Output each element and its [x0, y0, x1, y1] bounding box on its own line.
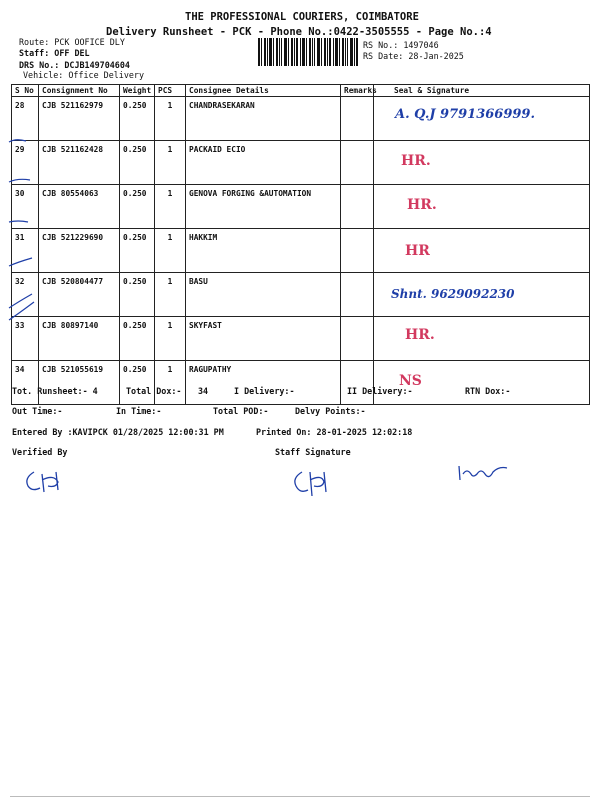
cell-consignee: CHANDRASEKARAN: [186, 97, 341, 141]
cell-consignment: CJB 520804477: [39, 273, 120, 317]
cell-remarks: [341, 97, 374, 141]
verified-by-label: Verified By: [12, 447, 68, 457]
rtn-dox: RTN Dox:-: [465, 386, 511, 396]
cell-consignment: CJB 521162979: [39, 97, 120, 141]
out-time: Out Time:-: [12, 406, 63, 416]
cell-pcs: 1: [155, 273, 186, 317]
cell-weight: 0.250: [120, 97, 155, 141]
cell-pcs: 1: [155, 317, 186, 361]
cell-signature: [374, 229, 590, 273]
cell-weight: 0.250: [120, 273, 155, 317]
cell-weight: 0.250: [120, 361, 155, 405]
i-delivery: I Delivery:-: [234, 386, 295, 396]
staff: Staff: OFF DEL: [19, 48, 90, 58]
cell-consignment: CJB 521229690: [39, 229, 120, 273]
cell-consignee: HAKKIM: [186, 229, 341, 273]
table-header-row: [12, 85, 590, 97]
cell-consignment: CJB 80897140: [39, 317, 120, 361]
cell-consignment: CJB 80554063: [39, 185, 120, 229]
cell-signature: [374, 97, 590, 141]
in-time: In Time:-: [116, 406, 162, 416]
cell-weight: 0.250: [120, 317, 155, 361]
handwritten-signature: NS: [399, 373, 422, 389]
total-dox-value: 34: [198, 386, 209, 396]
cell-sno: 31: [12, 229, 39, 273]
cell-consignee: RAGUPATHY: [186, 361, 341, 405]
page-bottom-edge: [10, 796, 590, 797]
cell-pcs: 1: [155, 141, 186, 185]
col-header-remarks: Remarks: [341, 85, 374, 97]
cell-weight: 0.250: [120, 141, 155, 185]
runsheet-table: [11, 84, 590, 405]
entered-by: Entered By :KAVIPCK 01/28/2025 12:00:31 PM: [12, 427, 224, 437]
cell-signature: [374, 361, 590, 405]
tot-runsheet: Tot. Runsheet:- 4: [12, 386, 98, 396]
staff-signature-label: Staff Signature: [275, 447, 351, 457]
table-row: [12, 273, 590, 317]
col-header-consignee: Consignee Details: [186, 85, 341, 97]
cell-weight: 0.250: [120, 229, 155, 273]
sno-tick-marks: [6, 118, 36, 328]
staff-signature: [290, 466, 336, 500]
runsheet-title: Delivery Runsheet - PCK - Phone No.:0422-3505555 - Page No.:4: [106, 26, 492, 38]
col-header-weight: Weight: [120, 85, 155, 97]
table-row: [12, 361, 590, 405]
cell-sno: 33: [12, 317, 39, 361]
cell-pcs: 1: [155, 97, 186, 141]
col-header-consignment: Consignment No: [39, 85, 120, 97]
total-dox-label: Total Dox:-: [126, 386, 182, 396]
verifier-signature: [20, 466, 70, 496]
handwritten-signature: HR.: [401, 153, 431, 169]
cell-remarks: [341, 185, 374, 229]
table-row: [12, 141, 590, 185]
cell-signature: [374, 273, 590, 317]
drs-number: DRS No.: DCJB149704604: [19, 60, 130, 70]
rs-date: RS Date: 28-Jan-2025: [363, 51, 464, 61]
table-row: [12, 229, 590, 273]
handwritten-signature: Shnt. 9629092230: [391, 287, 515, 301]
third-signature: [455, 460, 511, 484]
company-name: THE PROFESSIONAL COURIERS, COIMBATORE: [185, 11, 419, 23]
table-row: [12, 317, 590, 361]
cell-consignment: CJB 521162428: [39, 141, 120, 185]
cell-remarks: [341, 317, 374, 361]
cell-sno: 32: [12, 273, 39, 317]
ii-delivery: II Delivery:-: [347, 386, 413, 396]
cell-consignee: BASU: [186, 273, 341, 317]
cell-remarks: [341, 141, 374, 185]
route: Route: PCK OOFICE DLY: [19, 37, 125, 47]
cell-pcs: 1: [155, 185, 186, 229]
col-header-pcs: PCS: [155, 85, 186, 97]
delvy-points: Delvy Points:-: [295, 406, 366, 416]
handwritten-signature: HR.: [407, 197, 437, 213]
cell-sno: 34: [12, 361, 39, 405]
handwritten-signature: HR: [405, 243, 430, 259]
printed-on: Printed On: 28-01-2025 12:02:18: [256, 427, 413, 437]
cell-consignment: CJB 521055619: [39, 361, 120, 405]
barcode: [258, 38, 358, 66]
cell-sno: 30: [12, 185, 39, 229]
col-header-sno: S No: [12, 85, 39, 97]
cell-consignee: GENOVA FORGING &AUTOMATION: [186, 185, 341, 229]
cell-remarks: [341, 273, 374, 317]
cell-pcs: 1: [155, 229, 186, 273]
handwritten-signature: A. Q.J 9791366999.: [395, 107, 535, 122]
cell-sno: 28: [12, 97, 39, 141]
table-row: [12, 97, 590, 141]
cell-sno: 29: [12, 141, 39, 185]
cell-signature: [374, 141, 590, 185]
cell-pcs: 1: [155, 361, 186, 405]
col-header-signature: Seal & Signature: [374, 85, 590, 97]
cell-weight: 0.250: [120, 185, 155, 229]
total-pod: Total POD:-: [213, 406, 269, 416]
table-row: [12, 185, 590, 229]
handwritten-signature: HR.: [405, 327, 435, 343]
cell-remarks: [341, 229, 374, 273]
cell-remarks: [341, 361, 374, 405]
rs-number: RS No.: 1497046: [363, 40, 439, 50]
cell-consignee: PACKAID ECIO: [186, 141, 341, 185]
cell-signature: [374, 185, 590, 229]
vehicle: Vehicle: Office Delivery: [23, 70, 145, 80]
cell-consignee: SKYFAST: [186, 317, 341, 361]
cell-signature: [374, 317, 590, 361]
